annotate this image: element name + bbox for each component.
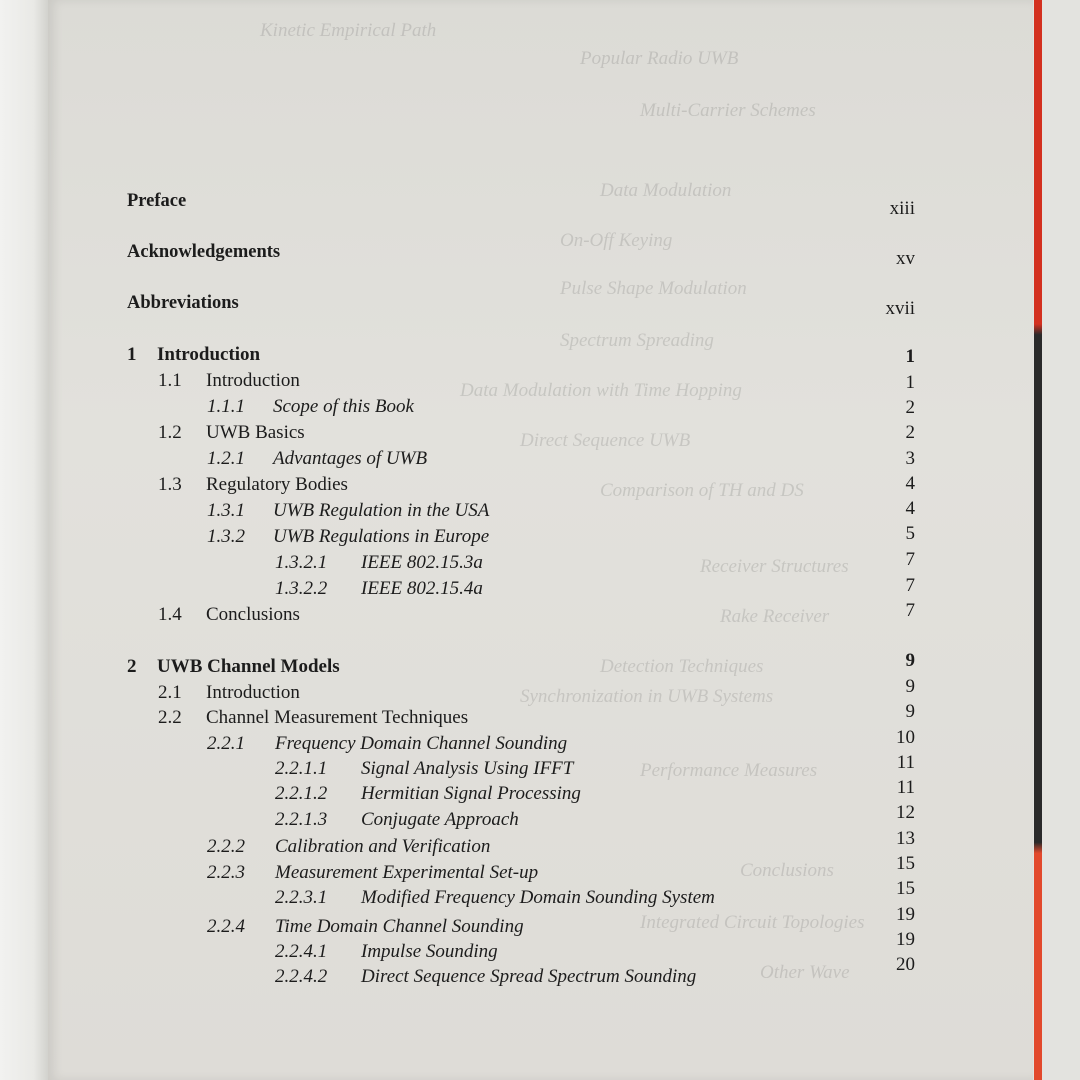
toc-subsubsection: 2.2.1.3 Conjugate Approach [275, 809, 519, 830]
toc-subsection: 2.2.2 Calibration and Verification [207, 836, 491, 857]
toc-page: 1 [905, 372, 915, 393]
toc-page: 10 [896, 727, 915, 748]
toc-page: 2 [905, 422, 915, 443]
toc-preface: Preface [127, 191, 187, 211]
toc-subsubsection: 2.2.1.2 Hermitian Signal Processing [275, 783, 581, 804]
toc-page: 7 [905, 600, 915, 621]
toc-page: xiii [889, 198, 915, 219]
toc-page: 12 [896, 802, 915, 823]
toc-page: 11 [896, 752, 915, 773]
toc-subsection: 1.3.2 UWB Regulations in Europe [207, 526, 490, 547]
toc-section: 2.1 Introduction [158, 682, 300, 703]
toc-subsubsection: 2.2.4.2 Direct Sequence Spread Spectrum Sounding [275, 966, 697, 987]
toc-page: 9 [905, 701, 915, 722]
toc-chapter-2: 2 UWB Channel Models [127, 656, 340, 677]
toc-subsection: 2.2.4 Time Domain Channel Sounding [207, 916, 524, 937]
toc-page: 20 [896, 954, 915, 975]
toc-page: 15 [896, 878, 915, 899]
toc-subsubsection: 2.2.4.1 Impulse Sounding [275, 941, 498, 962]
toc-section: 2.2 Channel Measurement Techniques [158, 707, 469, 728]
toc-page: 9 [905, 650, 915, 671]
toc-section: 1.4 Conclusions [158, 604, 300, 625]
toc-page: 5 [905, 523, 915, 544]
toc-page: 2 [905, 397, 915, 418]
toc-subsection: 2.2.1 Frequency Domain Channel Sounding [207, 733, 568, 754]
toc-subsection: 1.2.1 Advantages of UWB [207, 448, 428, 469]
toc-page: 7 [905, 549, 915, 570]
toc-page: 11 [896, 777, 915, 798]
toc-section: 1.3 Regulatory Bodies [158, 474, 348, 495]
toc-section: 1.1 Introduction [158, 370, 300, 391]
toc-page: 15 [896, 853, 915, 874]
toc-acknowledgements: Acknowledgements [127, 242, 281, 262]
toc-subsubsection: 1.3.2.1 IEEE 802.15.3a [275, 552, 483, 573]
toc-chapter-1: 1 Introduction [127, 344, 261, 365]
toc-page: xv [896, 248, 915, 269]
toc-page: 9 [905, 676, 915, 697]
toc-page: 4 [905, 473, 915, 494]
toc-page: 4 [905, 498, 915, 519]
toc-page: 3 [905, 448, 915, 469]
toc-subsection: 2.2.3 Measurement Experimental Set-up [207, 862, 539, 883]
toc-abbreviations: Abbreviations [127, 293, 239, 313]
toc-subsubsection: 1.3.2.2 IEEE 802.15.4a [275, 578, 483, 599]
toc-page: 19 [896, 929, 915, 950]
toc-page: 13 [896, 828, 915, 849]
toc-subsection: 1.3.1 UWB Regulation in the USA [207, 500, 490, 521]
toc-subsection: 1.1.1 Scope of this Book [207, 396, 414, 417]
toc-page: 19 [896, 904, 915, 925]
toc-page: 1 [905, 346, 915, 367]
toc-page: 7 [905, 575, 915, 596]
toc-section: 1.2 UWB Basics [158, 422, 305, 443]
toc-subsubsection: 2.2.3.1 Modified Frequency Domain Sounding System [275, 887, 715, 908]
toc-page: xvii [885, 298, 915, 319]
toc-subsubsection: 2.2.1.1 Signal Analysis Using IFFT [275, 758, 574, 779]
